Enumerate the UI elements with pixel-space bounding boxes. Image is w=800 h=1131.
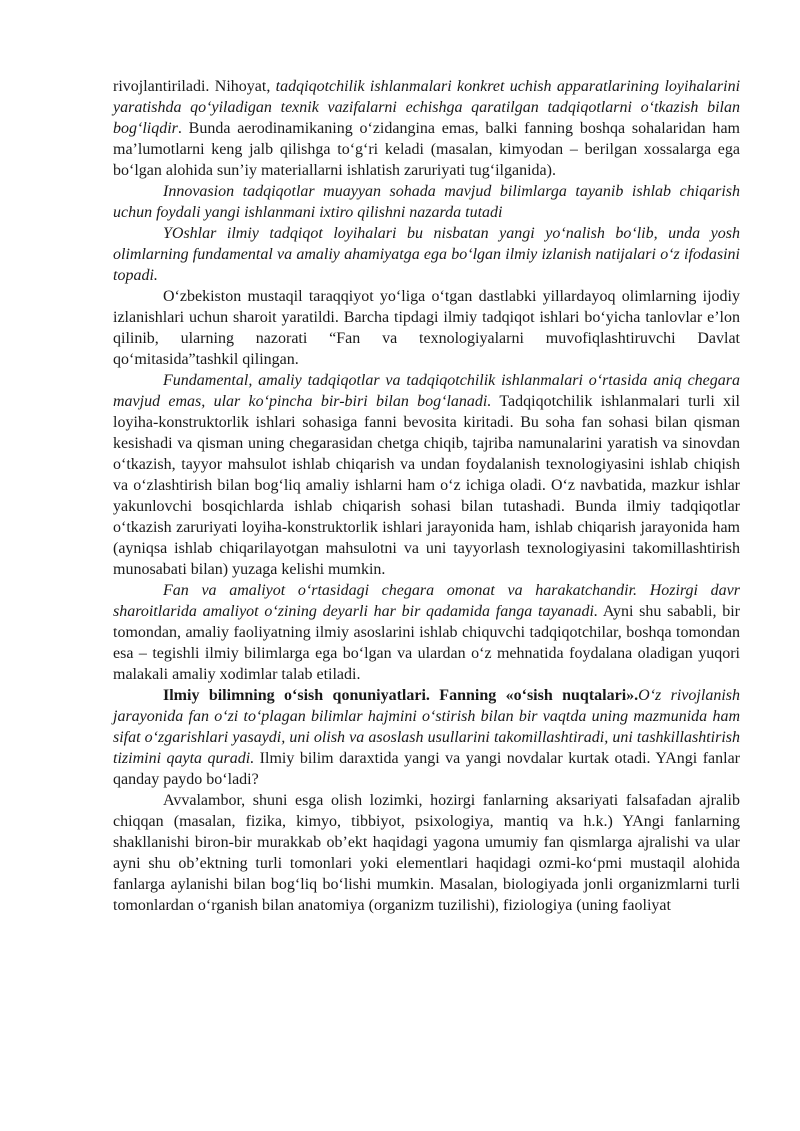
- paragraph-science-practice: [113, 580, 740, 685]
- paragraph-continuation: [113, 76, 740, 181]
- paragraph-text: Ayni shu sababli, bir tomondan, amaliy faoliyatning ilmiy asoslarini ishlab chiquvchi tadqiqotchilar, boshqa tomondan esa – tegishli ilmiy bilimlarga ega bo‘lgan va ulardan o‘z mehnatida foydalana oladigan yuqori malakali amaliy xodimlar talab etiladi.: [113, 603, 741, 683]
- paragraph-text: O‘zbekiston mustaqil taraqqiyot yo‘liga o‘tgan dastlabki yillardayoq olimlarning ijodiy izlanishlari uchun sharoit yaratildi. Barcha tipdagi ilmiy tadqiqot ishlari bo‘yicha tanlovlar e’lon qilinib, ularning nazorati “Fan va texnologiyalarni muvofiqlashtiruvchi Davlat qo‘mitasida”tashkil qilingan.: [113, 288, 740, 368]
- paragraph-italic-text: YOshlar ilmiy tadqiqot loyihalari bu nisbatan yangi yo‘nalish bo‘lib, unda yosh olimlarning fundamental va amaliy ahamiyatga ega bo‘lgan ilmiy izlanish natijalari o‘z ifodasini topadi.: [113, 225, 740, 284]
- section-heading: Ilmiy bilimning o‘sish qonuniyatlari. Fanning «o‘sish nuqtalari».: [163, 687, 639, 704]
- paragraph-italic-text: tadqiqotchilik ishlanmalari konkret uchish apparatlarining loyihalarini yaratishda qo‘yiladigan texnik vazifalarni echishga qaratilgan tadqiqotlarni o‘tkazish bilan bog‘liqdir: [113, 78, 741, 137]
- document-page: [113, 76, 740, 916]
- paragraph-growth-laws: [113, 685, 740, 790]
- paragraph-uzbekistan: [113, 286, 740, 370]
- paragraph-text: rivojlantiriladi. Nihoyat,: [113, 78, 276, 95]
- paragraph-italic-text: Innovasion tadqiqotlar muayyan sohada mavjud bilimlarga tayanib ishlab chiqarish uchun foydali yangi ishlanmani ixtiro qilishni nazarda tutadi: [113, 183, 740, 221]
- paragraph-italic-text: Fan va amaliyot o‘rtasidagi chegara omonat va harakatchandir. Hozirgi davr sharoitlarida amaliyot o‘zining deyarli har bir qadamida fanga tayanadi.: [113, 582, 740, 620]
- paragraph-italic-text: O‘z rivojlanish jarayonida fan o‘zi to‘plagan bilimlar hajmini o‘stirish bilan bir vaqtda uning mazmunida ham sifat o‘zgarishlari yasaydi, uni olish va asoslash usullarini takomillashtiradi, uni tashkillashtirish tizimini qayta quradi.: [113, 687, 740, 767]
- paragraph-innovation: [113, 181, 740, 223]
- paragraph-fundamental: [113, 370, 740, 580]
- paragraph-youth-projects: [113, 223, 740, 286]
- paragraph-text: . Bunda aerodinamikaning o‘zidangina emas, balki fanning boshqa sohalaridan ham ma’lumotlarni keng jalb qilishga to‘g‘ri keladi (masalan, kimyodan – berilgan xossalarga ega bo‘lgan alohida sun’iy materiallarni ishlatish zaruriyati tug‘ilganida).: [113, 120, 740, 179]
- paragraph-new-sciences: [113, 790, 740, 916]
- paragraph-text: Ilmiy bilim daraxtida yangi va yangi novdalar kurtak otadi. YAngi fanlar qanday paydo bo‘ladi?: [113, 750, 741, 788]
- paragraph-text: Avvalambor, shuni esga olish lozimki, hozirgi fanlarning aksariyati falsafadan ajralib chiqqan (masalan, fizika, kimyo, tibbiyot, psixologiya, mantiq va h.k.) YAngi fanlarning shakllanishi biron-bir murakkab ob’ekt haqidagi yagona umumiy fan qismlarga ajralishi va ular ayni shu ob’ektning turli tomonlari yoki elementlari haqidagi ozmi-ko‘pmi mustaqil alohida fanlarga aylanishi bilan bog‘liq bo‘lishi mumkin. Masalan, biologiyada jonli organizmlarni turli tomonlardan o‘rganish bilan anatomiya (organizm tuzilishi), fiziologiya (uning faoliyat: [113, 792, 740, 914]
- paragraph-text: Tadqiqotchilik ishlanmalari turli xil loyiha-konstruktorlik ishlari sohasiga fanni bevosita kiritadi. Bu soha fan sohasi bilan qisman kesishadi va qisman uning chegarasidan chetga chiqib, tajriba namunalarini yaratish va sinovdan o‘tkazish, tayyor mahsulot ishlab chiqarish va undan foydalanish texnologiyasini ishlab chiqish va o‘zlashtirish bilan bog‘liq amaliy ishlarni ham o‘z ichiga oladi. O‘z navbatida, mazkur ishlar yakunlovchi bosqichlarda ishlab chiqarish sohasi bilan tutashadi. Bunda ilmiy tadqiqotlar o‘tkazish zaruriyati loyiha-konstruktorlik ishlari jarayonida ham, ishlab chiqarish jarayonida ham (ayniqsa ishlab chiqarilayotgan mahsulotni va uni tayyorlash texnologiyasini takomillashtirish munosabati bilan) yuzaga kelishi mumkin.: [113, 393, 741, 578]
- paragraph-italic-text: Fundamental, amaliy tadqiqotlar va tadqiqotchilik ishlanmalari o‘rtasida aniq chegara mavjud emas, ular ko‘pincha bir-biri bilan bog‘lanadi.: [113, 372, 740, 410]
